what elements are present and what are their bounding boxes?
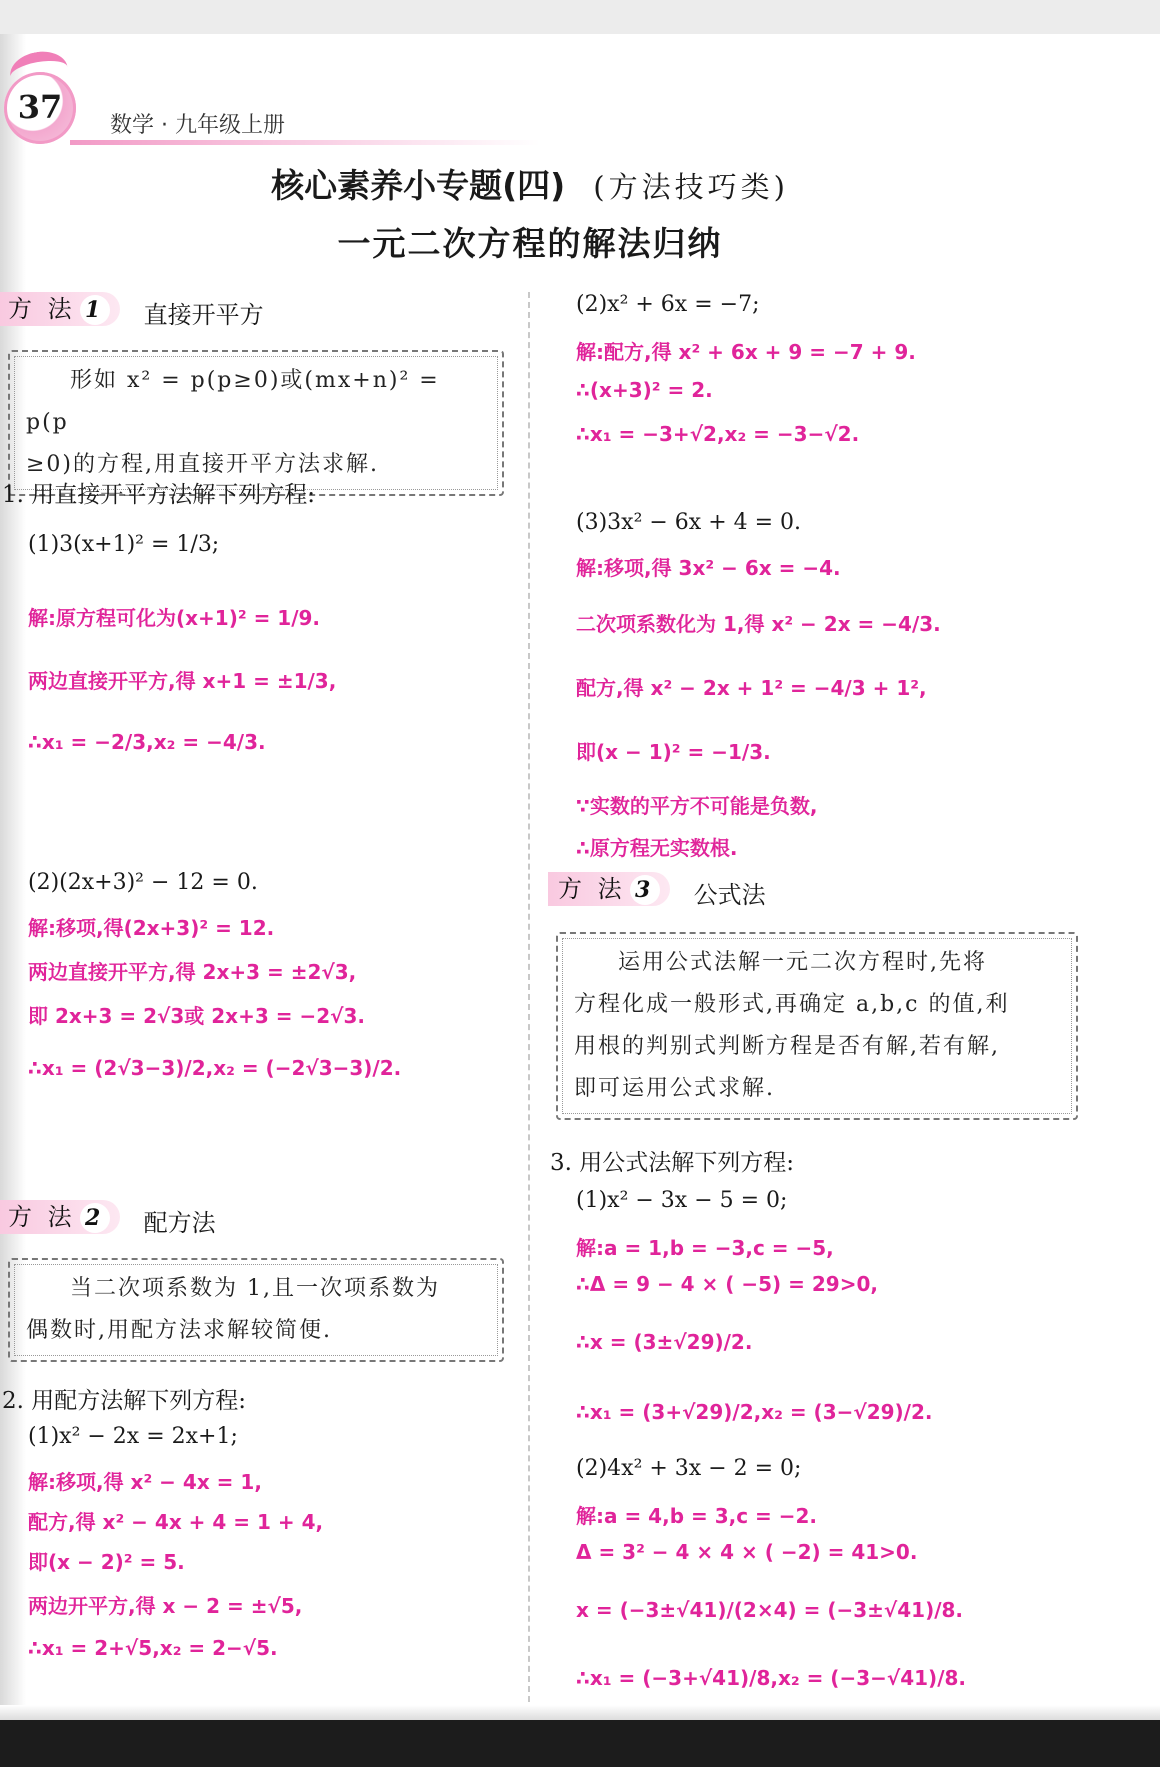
q1-p1-sol-line: ∴x₁ = −2/3,x₂ = −4/3. xyxy=(28,730,266,754)
q3-stem: 3. 用公式法解下列方程: xyxy=(550,1150,795,1176)
q3-p1-sol-line: 解:a = 1,b = −3,c = −5, xyxy=(576,1236,834,1260)
section-title-sub: (方法技巧类) xyxy=(593,170,789,204)
method-3-number: 3 xyxy=(630,875,660,905)
method-2-tag xyxy=(0,1200,120,1234)
q2-p2-sol-line: ∴(x+3)² = 2. xyxy=(576,378,713,402)
method-1-tag-label: 方 法 xyxy=(8,295,76,323)
q2-p1-sol-line: 即(x − 2)² = 5. xyxy=(28,1550,185,1574)
q3-p2-sol-line: 解:a = 4,b = 3,c = −2. xyxy=(576,1504,818,1528)
method-2-box-line: 偶数时,用配方法求解较简便. xyxy=(26,1318,332,1343)
q1-p2-sol-line: ∴x₁ = (2√3−3)/2,x₂ = (−2√3−3)/2. xyxy=(28,1056,402,1080)
q3-p2-sol-line: Δ = 3² − 4 × 4 × ( −2) = 41>0. xyxy=(576,1540,918,1564)
method-2-box xyxy=(8,1258,504,1362)
method-2-box-line: 当二次项系数为 1,且一次项系数为 xyxy=(70,1276,440,1301)
method-1-heading xyxy=(0,292,264,329)
method-1-name: 直接开平方 xyxy=(143,301,264,329)
q3-p1-sol-line: ∴x₁ = (3+√29)/2,x₂ = (3−√29)/2. xyxy=(576,1400,933,1424)
q3-p1-sol-line: ∴x = (3±√29)/2. xyxy=(576,1330,753,1354)
q1-stem: 1. 用直接开平方法解下列方程: xyxy=(2,482,316,508)
method-1-number: 1 xyxy=(80,295,110,325)
method-3-tag xyxy=(548,872,670,906)
q2-p3-sol-line: 配方,得 x² − 2x + 1² = −4/3 + 1², xyxy=(576,676,927,700)
page-bottom-edge xyxy=(0,1705,1160,1720)
q3-p1-sol-line: ∴Δ = 9 − 4 × ( −5) = 29>0, xyxy=(576,1272,878,1296)
q3-p2-sol-line: x = (−3±√41)/(2×4) = (−3±√41)/8. xyxy=(576,1598,964,1622)
method-1-tag xyxy=(0,292,120,326)
method-2-heading xyxy=(0,1200,216,1237)
q2-p3-sol-line: 解:移项,得 3x² − 6x = −4. xyxy=(576,556,841,580)
method-3-box-line: 方程化成一般形式,再确定 a,b,c 的值,利 xyxy=(574,992,1010,1017)
q3-p2-label: (2)4x² + 3x − 2 = 0; xyxy=(576,1456,802,1481)
q2-p1-sol-line: ∴x₁ = 2+√5,x₂ = 2−√5. xyxy=(28,1636,278,1660)
method-3-box-line: 用根的判别式判断方程是否有解,若有解, xyxy=(574,1034,1000,1059)
q2-p1-sol-line: 解:移项,得 x² − 4x = 1, xyxy=(28,1470,262,1494)
q2-p3-sol-line: 即(x − 1)² = −1/3. xyxy=(576,740,771,764)
q3-p1-label: (1)x² − 3x − 5 = 0; xyxy=(576,1188,788,1213)
method-1-box-line: 形如 x² = p(p≥0)或(mx+n)² = p(p xyxy=(26,368,440,435)
q2-p3-sol-line: ∵实数的平方不可能是负数, xyxy=(576,794,818,818)
window-top-bar xyxy=(0,0,1160,34)
method-2-name: 配方法 xyxy=(143,1209,216,1237)
method-3-box-line: 即可运用公式求解. xyxy=(574,1076,775,1101)
q2-p2-sol-line: 解:配方,得 x² + 6x + 9 = −7 + 9. xyxy=(576,340,916,364)
method-1-box xyxy=(8,350,504,496)
q2-p3-sol-line: ∴原方程无实数根. xyxy=(576,836,738,860)
method-2-tag-label: 方 法 xyxy=(8,1203,76,1231)
window-bottom-bar xyxy=(0,1720,1160,1767)
book-title: 数学 · 九年级上册 xyxy=(110,113,285,138)
page-fold-shadow xyxy=(0,34,26,1705)
q2-p1-label: (1)x² − 2x = 2x+1; xyxy=(28,1424,238,1449)
q1-p2-sol-line: 即 2x+3 = 2√3或 2x+3 = −2√3. xyxy=(28,1004,365,1028)
q2-p1-sol-line: 两边开平方,得 x − 2 = ±√5, xyxy=(28,1594,303,1618)
q2-p3-label: (3)3x² − 6x + 4 = 0. xyxy=(576,510,802,535)
q1-p2-sol-line: 解:移项,得(2x+3)² = 12. xyxy=(28,916,275,940)
q3-p2-sol-line: ∴x₁ = (−3+√41)/8,x₂ = (−3−√41)/8. xyxy=(576,1666,967,1690)
method-2-number: 2 xyxy=(80,1203,110,1233)
q1-p1-sol-line: 解:原方程可化为(x+1)² = 1/9. xyxy=(28,606,321,630)
q1-p1-label: (1)3(x+1)² = 1/3; xyxy=(28,532,220,557)
q1-p1-sol-line: 两边直接开平方,得 x+1 = ±1/3, xyxy=(28,669,337,693)
method-3-name: 公式法 xyxy=(693,881,766,909)
topic-title: 一元二次方程的解法归纳 xyxy=(337,224,723,263)
q2-stem: 2. 用配方法解下列方程: xyxy=(2,1388,247,1414)
q2-p2-sol-line: ∴x₁ = −3+√2,x₂ = −3−√2. xyxy=(576,422,860,446)
method-3-box-line: 运用公式法解一元二次方程时,先将 xyxy=(618,950,987,975)
method-1-box-line: ≥0)的方程,用直接开平方法求解. xyxy=(26,452,380,477)
method-3-heading xyxy=(548,872,766,909)
column-divider xyxy=(528,292,530,1702)
header-underline xyxy=(70,140,540,145)
section-title xyxy=(0,160,1060,207)
page-number: 37 xyxy=(17,88,63,126)
q2-p2-label: (2)x² + 6x = −7; xyxy=(576,292,760,317)
q2-p3-sol-line: 二次项系数化为 1,得 x² − 2x = −4/3. xyxy=(576,612,941,636)
method-3-box xyxy=(556,932,1078,1120)
method-3-tag-label: 方 法 xyxy=(558,875,626,903)
q1-p2-sol-line: 两边直接开平方,得 2x+3 = ±2√3, xyxy=(28,960,357,984)
q1-p2-label: (2)(2x+3)² − 12 = 0. xyxy=(28,870,258,895)
section-title-main: 核心素养小专题(四) xyxy=(271,166,566,205)
q2-p1-sol-line: 配方,得 x² − 4x + 4 = 1 + 4, xyxy=(28,1510,324,1534)
